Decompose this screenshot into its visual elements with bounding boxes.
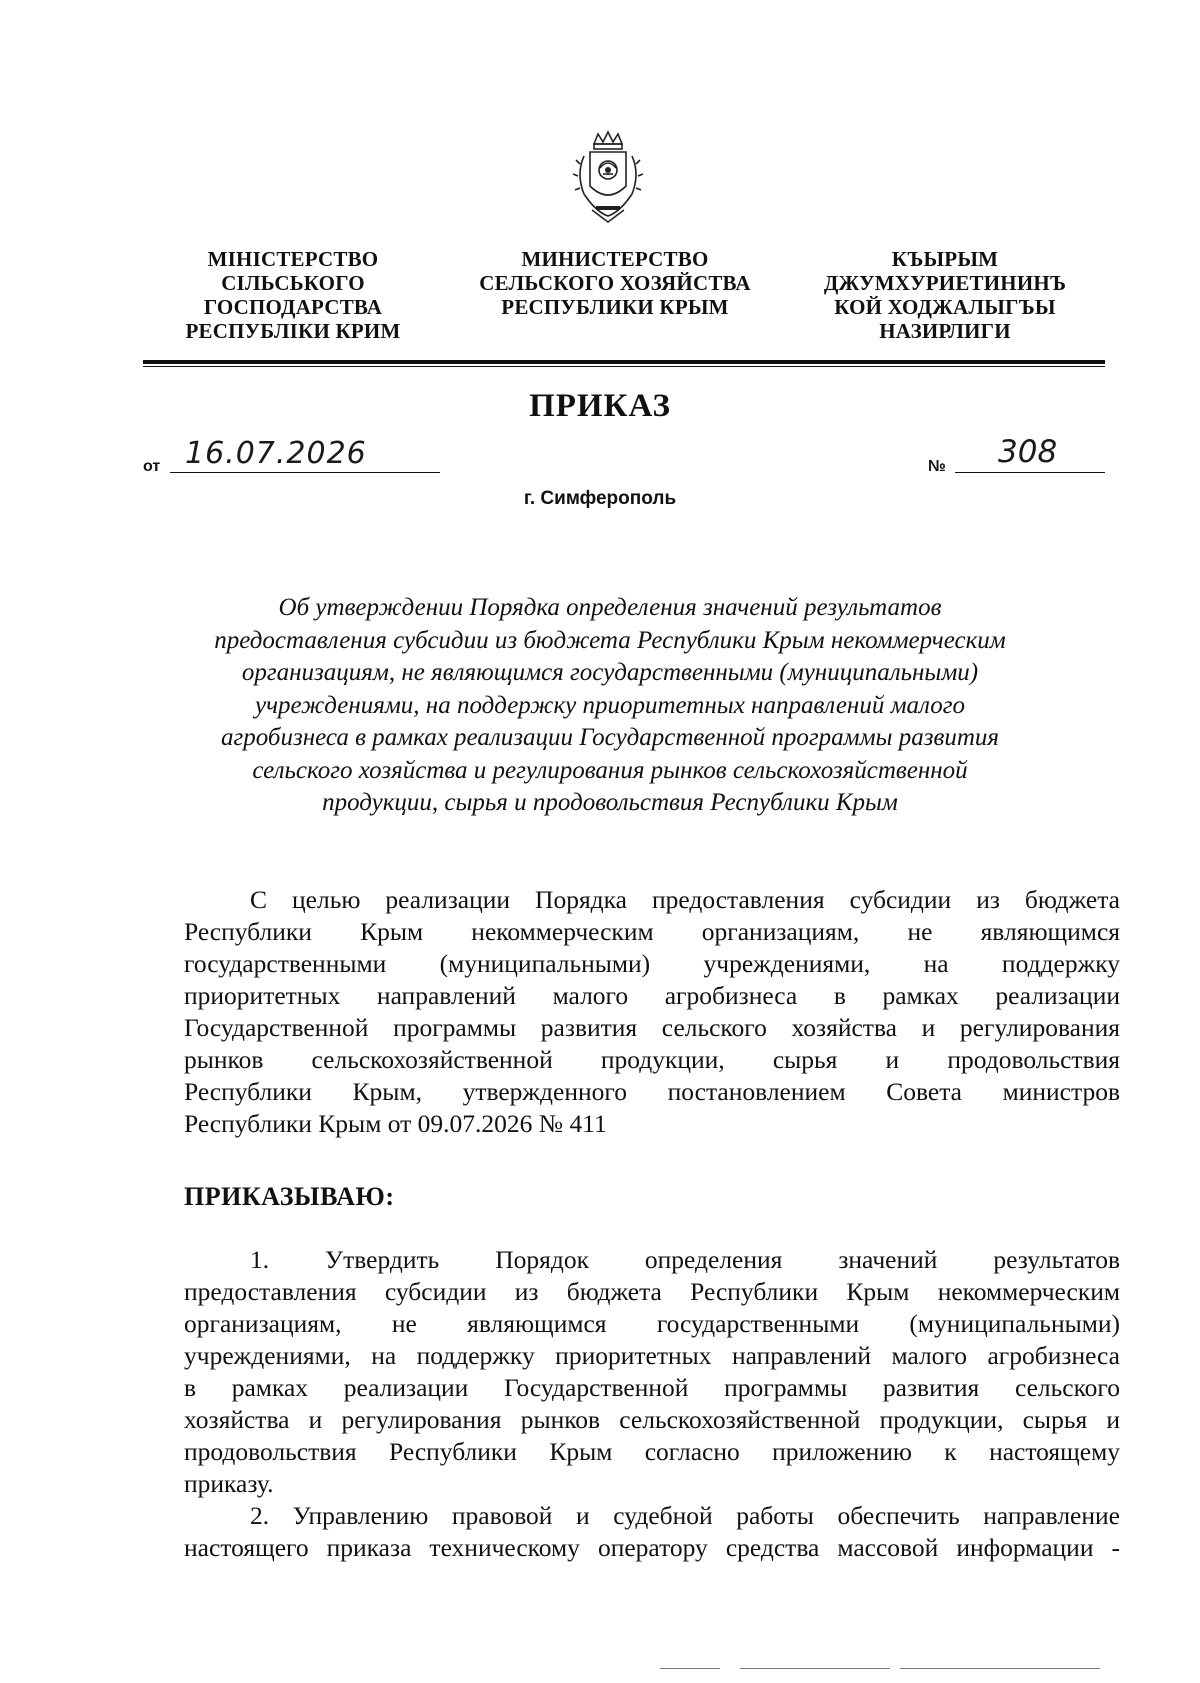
item-1-line: организациям, не являющимся государственными (муниципальными) <box>184 1309 1120 1338</box>
header-crimean-tatar-line: КЪЫРЫМ <box>891 247 999 271</box>
item-2-line: 2. Управлению правовой и судебной работы обеспечить направление <box>250 1501 1120 1530</box>
preamble-line: Государственной программы развития сельского хозяйства и регулирования <box>184 1013 1120 1042</box>
title-line: продукции, сырья и продовольствия Республики Крым <box>322 789 898 816</box>
header-crimean-tatar <box>800 247 1090 343</box>
header-ukrainian-line: МІНІСТЕРСТВО <box>207 247 379 271</box>
preamble-line: С целью реализации Порядка предоставления субсидии из бюджета <box>250 885 1120 914</box>
title-line: предоставления субсидии из бюджета Республики Крым некоммерческим <box>214 626 1006 654</box>
header-russian-line: СЕЛЬСКОГО ХОЗЯЙСТВА <box>479 271 751 295</box>
item-1-line: 1. Утвердить Порядок определения значений результатов <box>250 1245 1120 1274</box>
number-label: № <box>928 458 946 475</box>
preamble-line: государственными (муниципальными) учреждениями, на поддержку <box>184 949 1120 978</box>
number-handwritten: 308 <box>998 434 1058 470</box>
title-line: сельского хозяйства и регулирования рынков сельскохозяйственной <box>252 756 968 784</box>
title-line: учреждениями, на поддержку приоритетных направлений малого <box>255 691 965 719</box>
scan-mark <box>660 1668 720 1669</box>
item-1-line: продовольствия Республики Крым согласно приложению к настоящему <box>184 1437 1120 1466</box>
document-type-title: ПРИКАЗ <box>529 388 671 424</box>
header-ukrainian <box>168 247 418 343</box>
header-ukrainian-line: РЕСПУБЛІКИ КРИМ <box>185 319 401 343</box>
preamble-line: приоритетных направлений малого агробизнеса в рамках реализации <box>184 981 1120 1010</box>
item-1-line: приказу. <box>184 1469 274 1498</box>
date-handwritten: 16.07.2026 <box>185 436 367 471</box>
preamble-line: Республики Крым, утвержденного постановлением Совета министров <box>184 1077 1120 1106</box>
preamble-line: Республики Крым некоммерческим организациям, не являющимся <box>184 917 1120 946</box>
title-line: агробизнеса в рамках реализации Государственной программы развития <box>220 724 1000 751</box>
scan-mark <box>740 1668 890 1669</box>
header-ukrainian-line: ГОСПОДАРСТВА <box>203 295 383 319</box>
header-ukrainian-line: СІЛЬСЬКОГО <box>221 271 365 295</box>
item-1-line: в рамках реализации Государственной программы развития сельского <box>184 1373 1120 1402</box>
item-2-line: настоящего приказа техническому оператору средства массовой информации - <box>184 1533 1120 1562</box>
item-1-line: предоставления субсидии из бюджета Республики Крым некоммерческим <box>184 1277 1120 1306</box>
header-russian <box>455 247 775 319</box>
date-underline <box>170 472 440 473</box>
order-title <box>170 592 1050 820</box>
item-1-line: хозяйства и регулирования рынков сельскохозяйственной продукции, сырья и <box>184 1405 1120 1434</box>
header-russian-line: МИНИСТЕРСТВО <box>521 247 709 271</box>
date-label: от <box>143 458 161 475</box>
title-line: организациям, не являющимся государственными (муниципальными) <box>241 659 979 686</box>
header-russian-line: РЕСПУБЛИКИ КРЫМ <box>501 295 729 319</box>
header-divider-thick <box>143 360 1105 364</box>
header-crimean-tatar-line: КОЙ ХОДЖАЛЫГЪЫ <box>834 295 1056 319</box>
preamble-line: рынков сельскохозяйственной продукции, сырья и продовольствия <box>184 1045 1120 1074</box>
city-line: г. Симферополь <box>523 488 677 509</box>
header-crimean-tatar-line: НАЗИРЛИГИ <box>879 319 1011 343</box>
header-divider-thin <box>143 366 1105 367</box>
coat-of-arms-emblem <box>570 130 646 226</box>
title-line: Об утверждении Порядка определения значений результатов <box>278 594 942 621</box>
item-1-line: учреждениями, на поддержку приоритетных направлений малого агробизнеса <box>184 1341 1120 1370</box>
preamble-line: Республики Крым от 09.07.2026 № 411 <box>184 1109 607 1138</box>
order-word: ПРИКАЗЫВАЮ: <box>184 1182 395 1211</box>
scan-mark <box>900 1668 1100 1669</box>
number-underline <box>955 472 1105 473</box>
header-crimean-tatar-line: ДЖУМХУРИЕТИНИНЪ <box>823 271 1067 295</box>
